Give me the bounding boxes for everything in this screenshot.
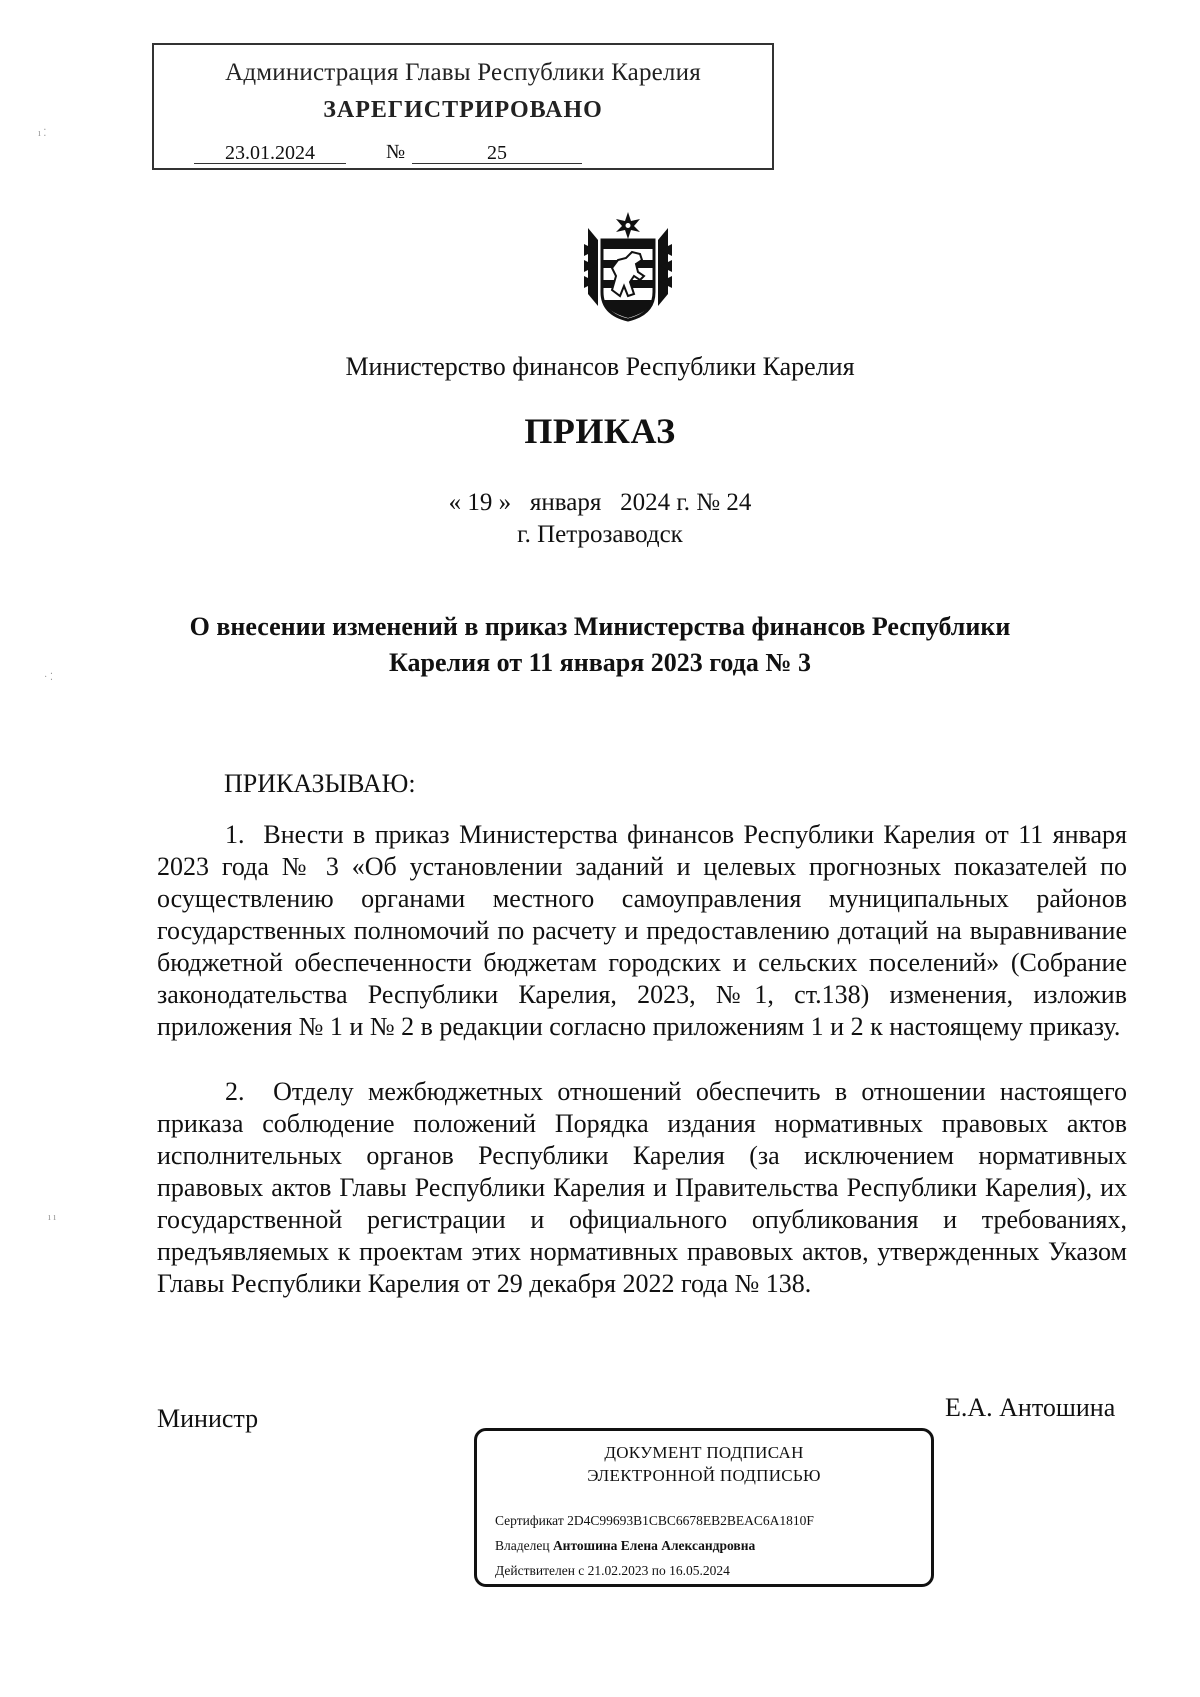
order-word: ПРИКАЗЫВАЮ:	[224, 769, 416, 798]
document-type: ПРИКАЗ	[524, 411, 676, 451]
esign-certificate-value: 2D4C99693B1CBC6678EB2BEAC6A1810F	[567, 1513, 814, 1528]
registration-number-label: №	[386, 141, 406, 163]
scan-speck: ı ı	[48, 1212, 57, 1223]
ministry-name: Министерство финансов Республики Карелия	[345, 352, 855, 381]
signer-title: Министр	[157, 1404, 259, 1433]
registration-stamp	[152, 43, 774, 170]
esign-valid-to-label: по	[651, 1563, 666, 1578]
esign-valid-to: 16.05.2024	[669, 1563, 730, 1578]
esign-owner-label: Владелец	[495, 1538, 550, 1553]
esign-validity-row	[495, 1563, 730, 1579]
registration-number: 25	[412, 143, 582, 164]
esign-owner-row	[495, 1538, 755, 1554]
esign-valid-label: Действителен с	[495, 1563, 585, 1578]
esign-heading-line-1: ДОКУМЕНТ ПОДПИСАН	[604, 1443, 804, 1462]
signer-name: Е.А. Антошина	[945, 1393, 1116, 1422]
esign-owner-value: Антошина Елена Александровна	[552, 1538, 756, 1553]
document-title-line-2: Карелия от 11 января 2023 года № 3	[389, 648, 811, 677]
registration-stamp-status: ЗАРЕГИСТРИРОВАНО	[323, 97, 603, 123]
karelia-coat-of-arms-icon	[582, 210, 674, 324]
esign-heading-line-2: ЭЛЕКТРОННОЙ ПОДПИСЬЮ	[587, 1466, 821, 1485]
esign-certificate-row	[495, 1513, 814, 1529]
order-city: г. Петрозаводск	[517, 521, 683, 548]
document-title-line-1: О внесении изменений в приказ Министерства финансов Республики	[189, 612, 1011, 641]
order-paragraph-1: 1. Внести в приказ Министерства финансов Республики Карелия от 11 января 2023 года № 3 «Об установлении заданий и целевых прогнозных показателей по осуществлению органами местного самоуправления муниципальных районов государственных полномочий по расчету и предоставлению дотаций на выравнивание бюджетной обеспеченности бюджетам городских и сельских поселений» (Собрание законодательства Республики Карелия, 2023, №1, ст.138) изменения, изложив приложения № 1 и № 2 в редакции согласно приложениям 1 и 2 к настоящему приказу.	[157, 820, 1134, 1041]
registration-date: 23.01.2024	[194, 143, 346, 164]
registration-stamp-authority: Администрация Главы Республики Карелия	[225, 59, 701, 86]
scan-speck: ı ⁚	[38, 128, 47, 139]
electronic-signature-stamp	[474, 1428, 934, 1587]
scan-speck: · ⁚	[44, 672, 54, 683]
order-date-number: « 19 » января 2024 г. № 24	[448, 489, 752, 516]
esign-certificate-label: Сертификат	[495, 1513, 564, 1528]
esign-valid-from: 21.02.2023	[587, 1563, 649, 1578]
order-paragraph-2: 2. Отделу межбюджетных отношений обеспечить в отношении настоящего приказа соблюдение положений Порядка издания нормативных правовых актов исполнительных органов Республики Карелия (за исключением нормативных правовых актов Главы Республики Карелия и Правительства Республики Карелия), их государственной регистрации и официального опубликования и требованиях, предъявляемых к проектам этих нормативных правовых актов, утвержденных Указом Главы Республики Карелия от 29 декабря 2022 года № 138.	[157, 1077, 1134, 1298]
